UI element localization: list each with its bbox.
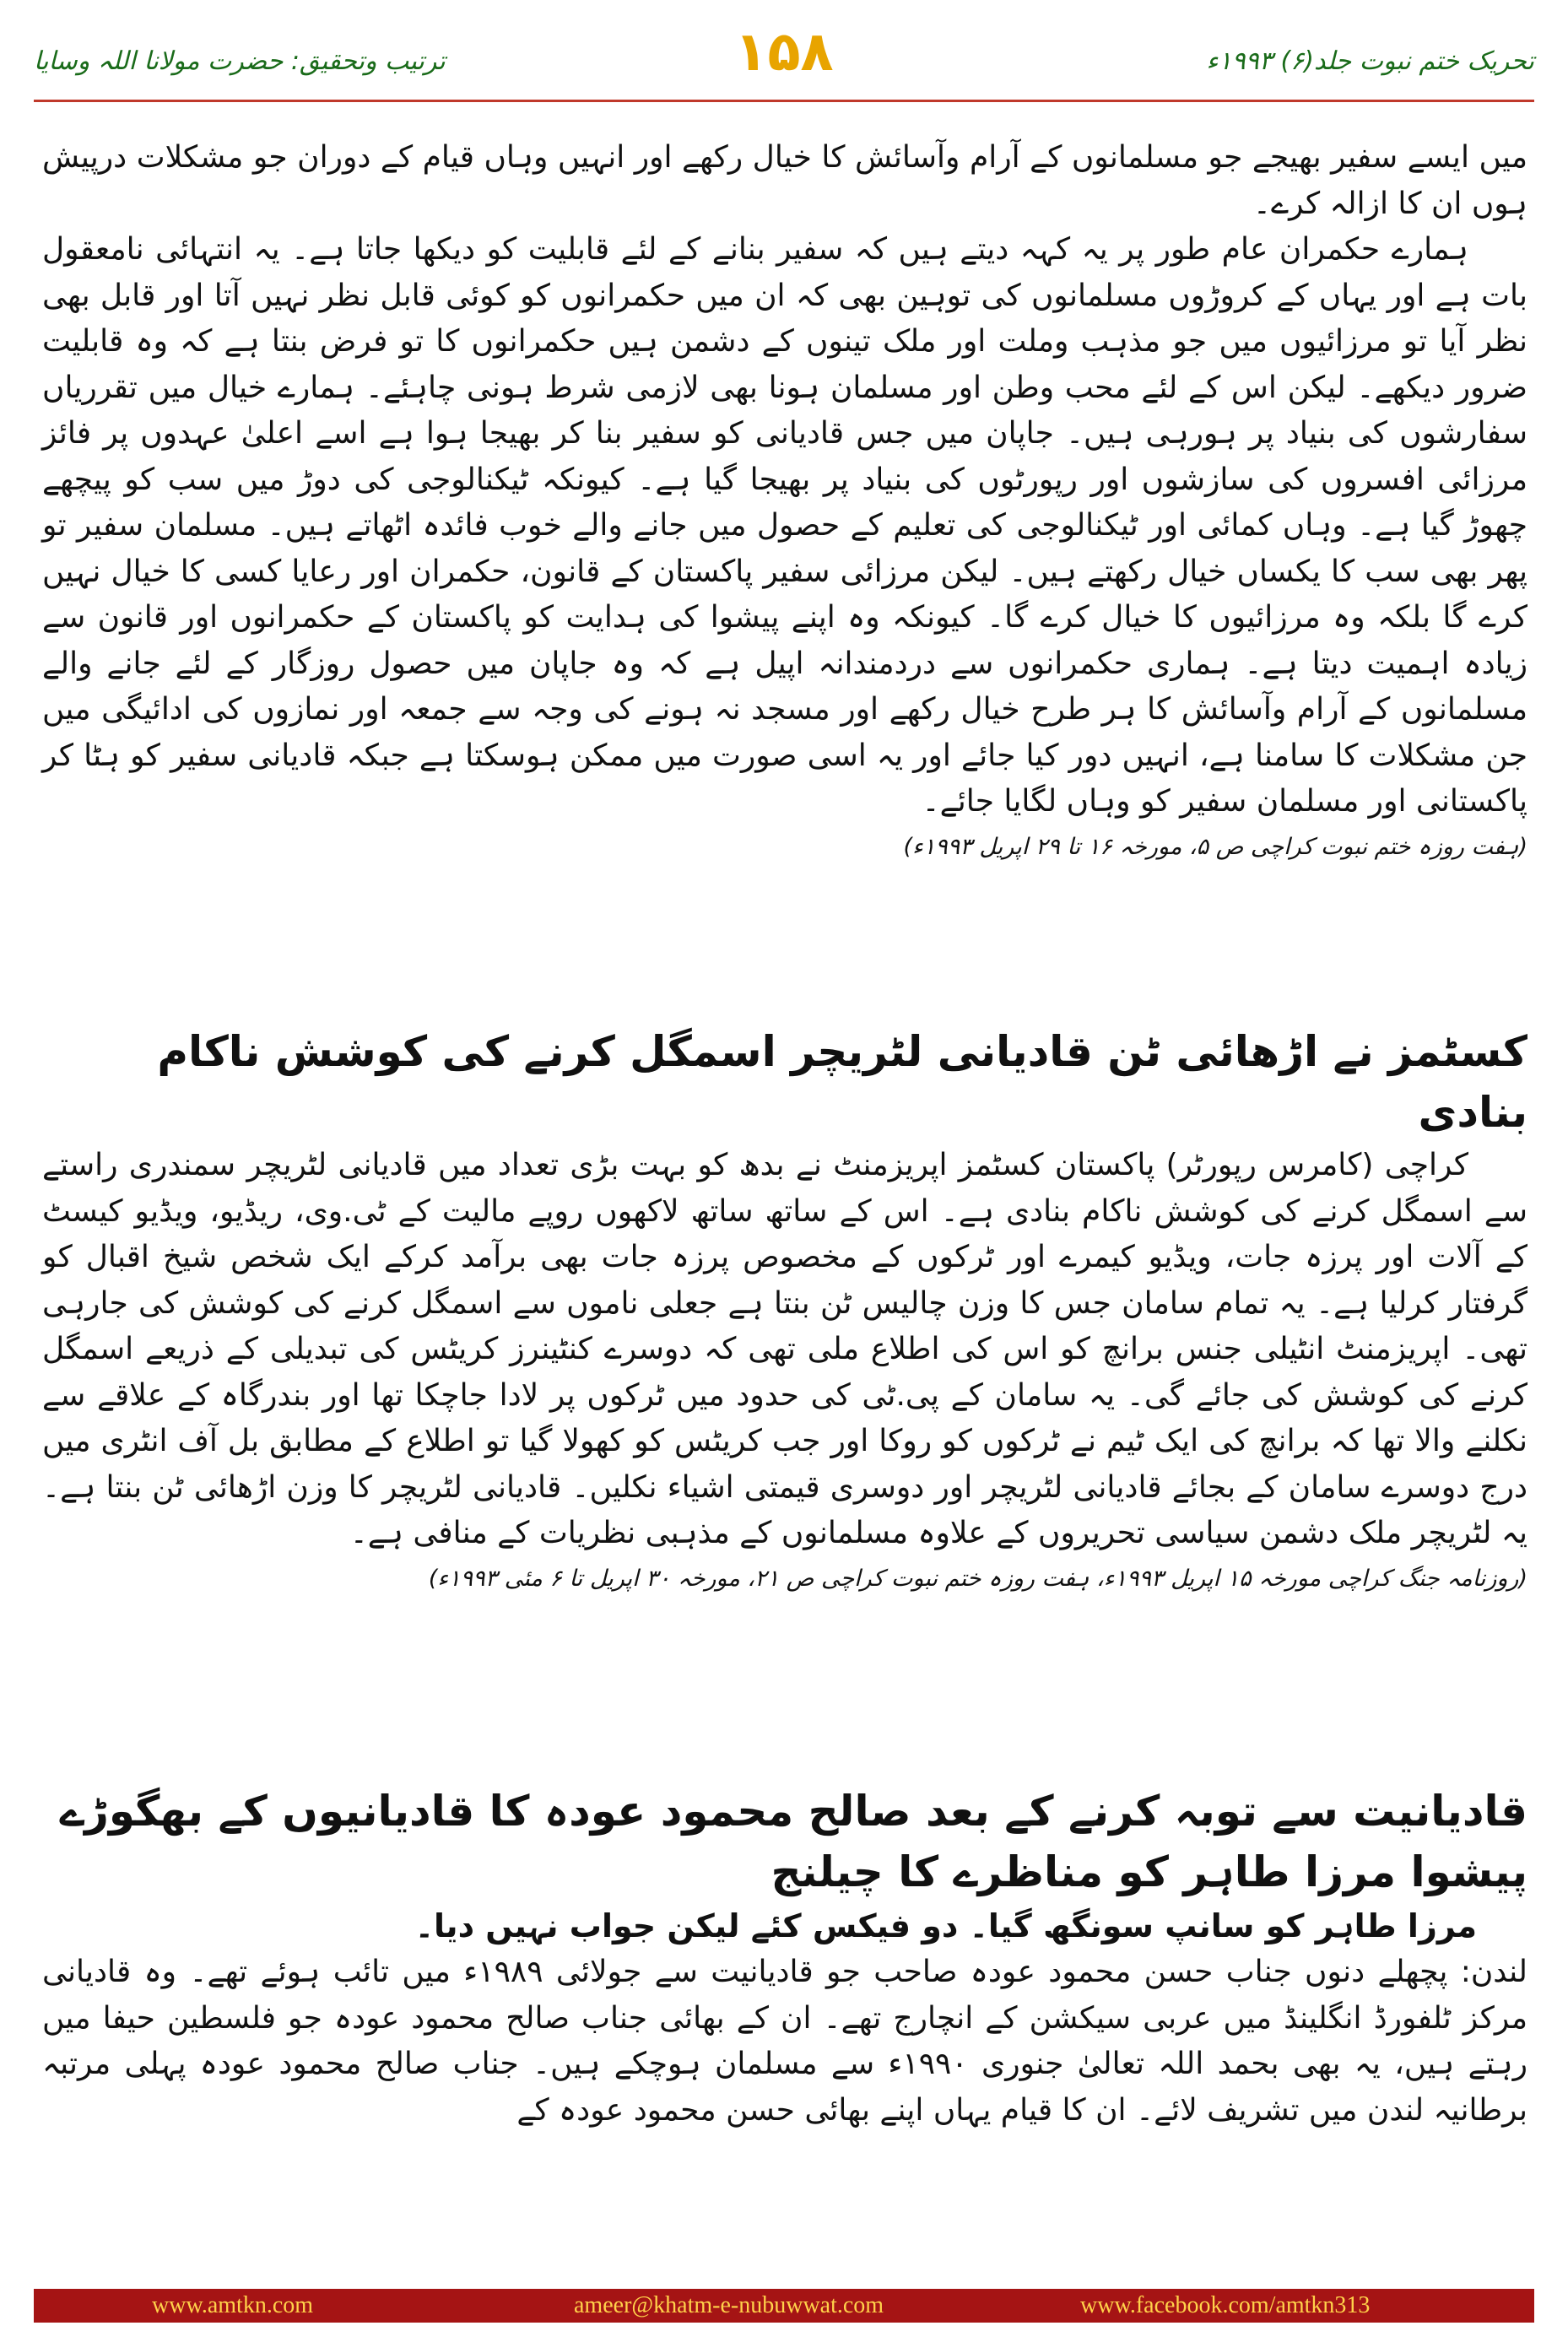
page-header xyxy=(34,21,1534,97)
email-link[interactable]: ameer@khatm-e-nubuwwat.com xyxy=(574,2292,884,2318)
header-divider xyxy=(34,100,1534,102)
article-heading: کسٹمز نے اڑھائی ٹن قادیانی لٹریچر اسمگل کرنے کی کوشش ناکام بنادی xyxy=(157,1027,1527,1137)
article-subheading: مرزا طاہر کو سانپ سونگھ گیا۔ دو فیکس کئے لیکن جواب نہیں دیا۔ xyxy=(414,1907,1477,1944)
section-debate-challenge xyxy=(42,1781,1527,2134)
paragraph: میں ایسے سفیر بھیجے جو مسلمانوں کے آرام وآسائش کا خیال رکھے اور انہیں وہاں قیام کے دوران جو مشکلات درپیش ہوں ان کا ازالہ کرے۔ xyxy=(42,140,1527,221)
section-customs-literature xyxy=(42,1021,1527,1601)
page-number: ۱۵۸ xyxy=(734,21,834,84)
paragraph: لندن: پچھلے دنوں جناب حسن محمود عودہ صاحب جو قادیانیت سے جولائی ۱۹۸۹ء میں تائب ہوئے تھے۔ وہ قادیانی مرکز ٹلفورڈ انگلینڈ میں عربی سیکشن کے انچارج تھے۔ ان کے بھائی جناب صالح محمود عودہ جو فلسطین حیفا میں رہتے ہیں، یہ بھی بحمد اللہ تعالیٰ جنوری ۱۹۹۰ء سے مسلمان ہوچکے ہیں۔ جناب صالح محمود عودہ پہلی مرتبہ برطانیہ لندن میں تشریف لائے۔ ان کا قیام یہاں اپنے بھائی حسن محمود عودہ کے xyxy=(42,1955,1527,2128)
article-heading: قادیانیت سے توبہ کرنے کے بعد صالح محمود عودہ کا قادیانیوں کے بھگوڑے پیشوا مرزا طاہر کو مناظرے کا چیلنج xyxy=(59,1787,1527,1896)
website-link[interactable]: www.amtkn.com xyxy=(152,2292,314,2318)
facebook-link[interactable]: www.facebook.com/amtkn313 xyxy=(1080,2292,1371,2318)
source-citation: (ہفت روزہ ختم نبوت کراچی ص ۵، مورخہ ۱۶ تا ۲۹ اپریل ۱۹۹۳ء) xyxy=(903,833,1527,860)
paragraph: ہمارے حکمران عام طور پر یہ کہہ دیتے ہیں کہ سفیر بنانے کے لئے قابلیت کو دیکھا جاتا ہے۔ یہ انتہائی نامعقول بات ہے اور یہاں کے کروڑوں مسلمانوں کی توہین بھی کہ ان میں حکمرانوں کو کوئی قابل نظر نہیں آتا اور قابل بھی نظر آیا تو مرزائیوں میں جو مذہب وملت اور ملک تینوں کے دشمن ہیں حکمرانوں کا تو فرض بنتا ہے کہ وہ قابلیت ضرور دیکھے۔ لیکن اس کے لئے محب وطن اور مسلمان ہونا بھی لازمی شرط ہونی چاہئے۔ ہمارے خیال میں تقرریاں سفارشوں کی بنیاد پر ہورہی ہیں۔ جاپان میں جس قادیانی کو سفیر بنا کر بھیجا ہوا ہے اسے اعلیٰ عہدوں پر فائز مرزائی افسروں کی سازشوں اور رپورٹوں کی بنیاد پر بھیجا گیا ہے۔ کیونکہ ٹیکنالوجی کی دوڑ میں سب کو پیچھے چھوڑ گیا ہے۔ وہاں کمائی اور ٹیکنالوجی کی تعلیم کے حصول میں جانے والے خوب فائدہ اٹھاتے ہیں۔ مسلمان سفیر تو پھر بھی سب کا یکساں خیال رکھتے ہیں۔ لیکن مرزائی سفیر پاکستان کے قانون، حکمران اور رعایا کسی کا خیال نہیں کرے گا بلکہ وہ مرزائیوں کا خیال کرے گا۔ کیونکہ وہ اپنے پیشوا کی ہدایت کو پاکستان کے حکمرانوں اور قانون سے زیادہ اہمیت دیتا ہے۔ ہماری حکمرانوں سے دردمندانہ اپیل ہے کہ وہ جاپان میں حصول روزگار کے لئے جانے والے مسلمانوں کے آرام وآسائش کا ہر طرح خیال رکھے اور مسجد نہ ہونے کی وجہ سے جمعہ اور نمازوں کی ادائیگی میں جن مشکلات کا سامنا ہے، انہیں دور کیا جائے اور یہ اسی صورت میں ممکن ہوسکتا ہے جبکہ قادیانی سفیر کو ہٹا کر پاکستانی اور مسلمان سفیر کو وہاں لگایا جائے۔ xyxy=(42,232,1528,819)
page-footer xyxy=(34,2289,1534,2323)
source-citation: (روزنامہ جنگ کراچی مورخہ ۱۵ اپریل ۱۹۹۳ء، ہفت روزہ ختم نبوت کراچی ص ۲۱، مورخہ ۳۰ اپریل تا ۶ مئی ۱۹۹۳ء) xyxy=(428,1565,1527,1592)
paragraph: کراچی (کامرس رپورٹر) پاکستان کسٹمز اپریزمنٹ نے بدھ کو بہت بڑی تعداد میں قادیانی لٹریچر سمندری راستے سے اسمگل کرنے کی کوشش ناکام بنادی ہے۔ اس کے ساتھ ساتھ لاکھوں روپے مالیت کے ٹی.وی، ریڈیو، ویڈیو کیسٹ کے آلات اور پرزہ جات، ویڈیو کیمرے اور ٹرکوں کے مخصوص پرزہ جات بھی برآمد کرکے ایک شخص شیخ اقبال کو گرفتار کرلیا ہے۔ یہ تمام سامان جس کا وزن چالیس ٹن بنتا ہے جعلی ناموں سے اسمگل کرنے کی کوشش کی جارہی تھی۔ اپریزمنٹ انٹیلی جنس برانچ کو اس کی اطلاع ملی تھی کہ دوسرے کنٹینرز کریٹس کی تبدیلی کے ذریعے اسمگل کرنے کی کوشش کی جائے گی۔ یہ سامان کے پی.ٹی کی حدود میں ٹرکوں پر لادا جاچکا تھا اور بندرگاہ کے علاقے سے نکلنے والا تھا کہ برانچ کی ایک ٹیم نے ٹرکوں کو روکا اور جب کریٹس کو کھولا گیا تو اطلاع کے مطابق بل آف انٹری میں درج دوسرے سامان کے بجائے قادیانی لٹریچر اور دوسری قیمتی اشیاء نکلیں۔ قادیانی لٹریچر کا وزن اڑھائی ٹن بنتا ہے۔ یہ لٹریچر ملک دشمن سیاسی تحریروں کے علاوہ مسلمانوں کے مذہبی نظریات کے منافی ہے۔ xyxy=(42,1148,1527,1550)
section-japan-ambassador xyxy=(42,135,1527,869)
compiler-credit: ترتیب وتحقیق: حضرت مولانا اللہ وسایا xyxy=(34,46,446,76)
book-title: تحریک ختم نبوت جلد(۶) ۱۹۹۳ء xyxy=(1206,46,1534,76)
